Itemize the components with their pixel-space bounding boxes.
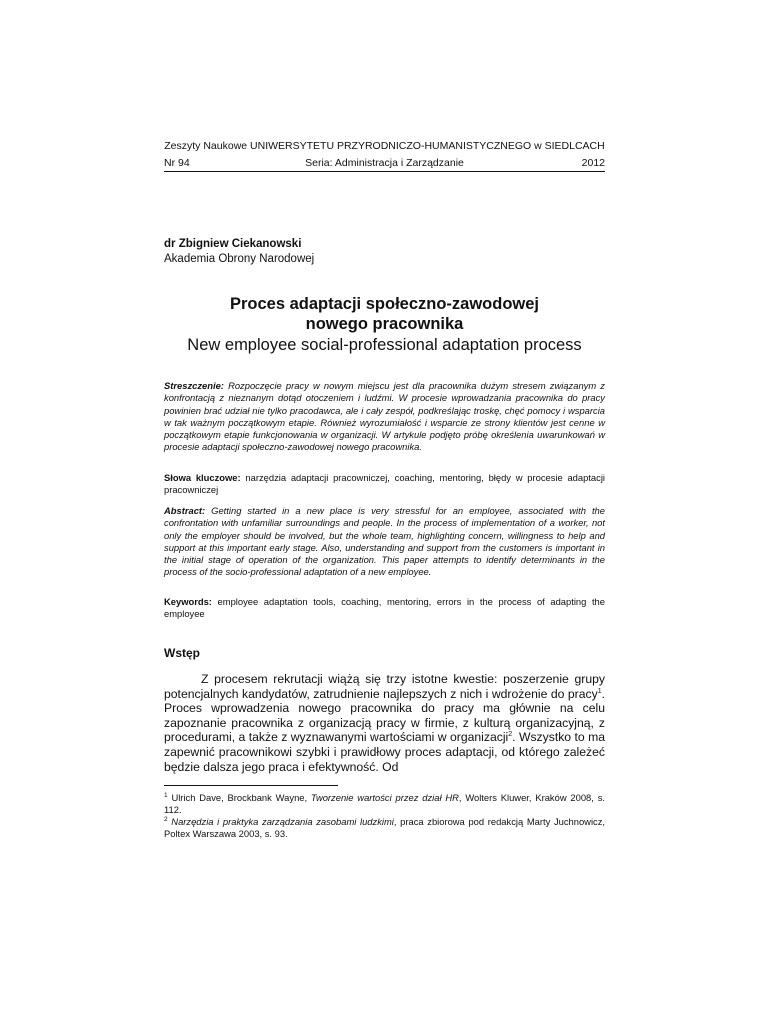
footnote-1-publisher: , Wolters Kluwer, Kraków 2008, s. 112. xyxy=(164,792,605,815)
title-polish xyxy=(164,294,605,334)
body-paragraph xyxy=(164,672,605,774)
keywords-polish-text: narzędzia adaptacji pracowniczej, coaching, mentoring, błędy w procesie adaptacji pracowniczej xyxy=(164,472,605,496)
footnote-1-number: 1 xyxy=(164,791,168,799)
footnote-divider xyxy=(164,785,338,786)
header-meta-row xyxy=(164,157,605,172)
keywords-polish-label: Słowa kluczowe: xyxy=(164,472,241,483)
author-name: dr Zbigniew Ciekanowski xyxy=(164,238,302,250)
keywords-english-label: Keywords: xyxy=(164,596,212,607)
abstract-polish-text: Rozpoczęcie pracy w nowym miejscu jest dla pracownika dużym stresem związanym z konfrontacją z nieznanym dotąd otoczeniem i ludźmi. W procesie wprowadzania pracownika do pracy powinien brać udział nie tylko pracodawca, ale i cały zespół, podkreślając troskę, chęć pomocy i wsparcia w tak ważnym początkowym etapie. Również wyrozumiałość i wsparcie ze strony klientów jest cenne w początkowym etapie funkcjonowania w organizacji. W artykule podjęto próbę określenia uwarunkowań w procesie adaptacji społeczno-zawodowej nowego pracownika. xyxy=(164,380,605,453)
footnote-ref-2[interactable]: 2 xyxy=(508,731,513,739)
body-text-part3: . Wszystko to ma zapewnić pracownikowi szybki i prawidłowy proces adaptacji, od którego zależeć będzie dalsza jego praca i efektywność. Od xyxy=(164,730,605,774)
abstract-english-text: Getting started in a new place is very stressful for an employee, associated with the confrontation with unfamiliar surroundings and people. In the process of implementation of a worker, not only the employer should be involved, but the whole team, highlighting concern, willingness to help and support at this important early stage. Also, understanding and support from the customers is important in the initial stage of operation of the organization. This paper attempts to identify determinants in the process of the socio-professional adaptation of a new employee. xyxy=(164,505,605,578)
title-polish-line1: Proces adaptacji społeczno-zawodowej xyxy=(230,295,539,313)
footnote-1-authors: Ulrich Dave, Brockbank Wayne, xyxy=(167,792,311,803)
title-polish-line2: nowego pracownika xyxy=(305,315,464,333)
footnote-1-title: Tworzenie wartości przez dział HR xyxy=(310,792,459,803)
title-english: New employee social-professional adaptation process xyxy=(187,336,582,354)
footnote-2 xyxy=(164,816,605,840)
footnote-2-publisher: , praca zbiorowa pod redakcją Marty Juchnowicz, Poltex Warszawa 2003, s. 93. xyxy=(164,816,606,839)
abstract-polish xyxy=(164,380,605,454)
publication-year: 2012 xyxy=(581,157,605,169)
series-name: Seria: Administracja i Zarządzanie xyxy=(305,157,464,169)
keywords-english-text: employee adaptation tools, coaching, mentoring, errors in the process of adapting the employee xyxy=(164,596,605,620)
abstract-english xyxy=(164,505,605,579)
issue-number: Nr 94 xyxy=(164,157,190,169)
journal-header: Zeszyty Naukowe UNIWERSYTETU PRZYRODNICZO-HUMANISTYCZNEGO w SIEDLCACH xyxy=(164,140,605,152)
abstract-polish-label: Streszczenie: xyxy=(164,380,224,391)
section-heading: Wstęp xyxy=(164,646,200,660)
footnote-1 xyxy=(164,792,605,816)
keywords-english xyxy=(164,596,605,621)
abstract-english-label: Abstract: xyxy=(164,505,206,516)
footnote-ref-1[interactable]: 1 xyxy=(597,687,602,695)
footnote-2-title: Narzędzia i praktyka zarządzania zasobami ludzkimi xyxy=(171,816,394,827)
footnotes xyxy=(164,792,605,840)
body-text-part1: Z procesem rekrutacji wiążą się trzy istotne kwestie: poszerzenie grupy potencjalnych kandydatów, zatrudnienie najlepszych z nich i wdrożenie do pracy xyxy=(164,672,605,701)
body-text-part2: . Proces wprowadzenia nowego pracownika do pracy ma głównie na celu zapoznanie pracownika z organizacją pracy w firmie, z kulturą organizacyjną, z procedurami, a także z wyznawanymi wartościami w organizacji xyxy=(164,686,605,745)
author-affiliation: Akademia Obrony Narodowej xyxy=(164,253,315,265)
footnote-2-number: 2 xyxy=(164,815,168,823)
keywords-polish xyxy=(164,472,605,497)
